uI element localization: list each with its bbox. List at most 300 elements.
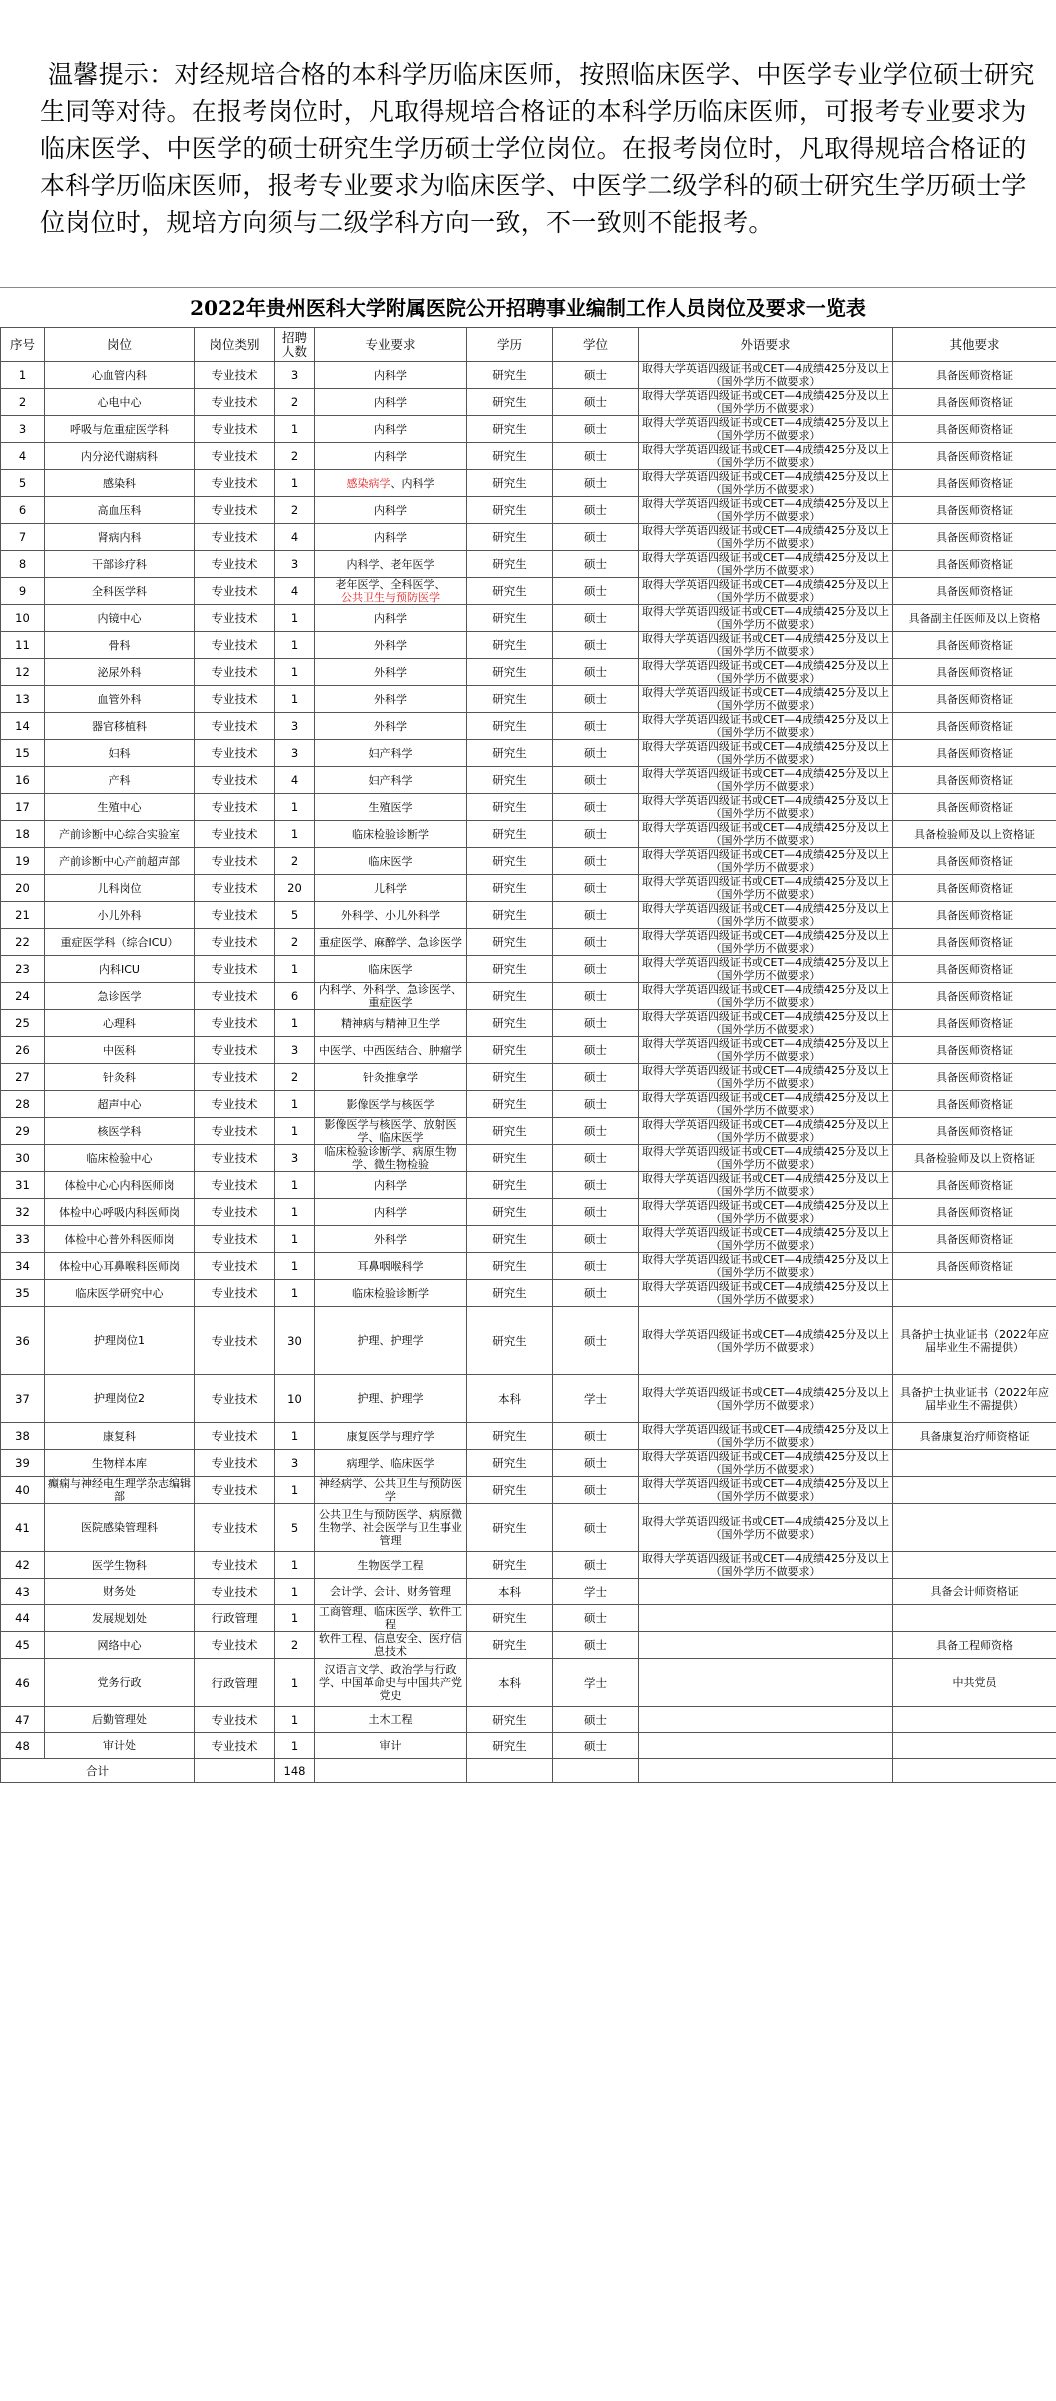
cell-education: 研究生: [467, 929, 553, 956]
table-row: [1, 1450, 1056, 1477]
cell-no: 28: [1, 1091, 45, 1118]
cell-post: 审计处: [45, 1733, 195, 1759]
cell-no: 22: [1, 929, 45, 956]
cell-major: 针灸推拿学: [315, 1064, 467, 1091]
cell-education: 研究生: [467, 821, 553, 848]
cell-category: 专业技术: [195, 983, 275, 1010]
cell-count: 1: [275, 1118, 315, 1145]
cell-no: 11: [1, 632, 45, 659]
cell-category: 专业技术: [195, 1504, 275, 1552]
cell-other: 具备医师资格证: [893, 632, 1056, 659]
table-row: [1, 713, 1056, 740]
table-row: [1, 983, 1056, 1010]
cell-degree: 硕士: [553, 551, 639, 578]
cell-language: 取得大学英语四级证书或CET—4成绩425分及以上（国外学历不做要求）: [639, 605, 893, 632]
cell-post: 医院感染管理科: [45, 1504, 195, 1552]
cell-post: 心理科: [45, 1010, 195, 1037]
cell-education: 研究生: [467, 767, 553, 794]
table-row: [1, 1707, 1056, 1733]
cell-no: 40: [1, 1477, 45, 1504]
cell-education: 研究生: [467, 1450, 553, 1477]
cell-count: 30: [275, 1307, 315, 1375]
cell-post: 内分泌代谢病科: [45, 443, 195, 470]
cell-count: 5: [275, 902, 315, 929]
table-row: [1, 389, 1056, 416]
cell-category: 行政管理: [195, 1659, 275, 1707]
cell-education: 研究生: [467, 1064, 553, 1091]
cell-major: 工商管理、临床医学、软件工程: [315, 1605, 467, 1632]
cell-major: 耳鼻咽喉科学: [315, 1253, 467, 1280]
cell-count: 2: [275, 929, 315, 956]
highlighted-major: 公共卫生与预防医学: [341, 591, 440, 604]
header-major: 专业要求: [315, 328, 467, 362]
cell-no: 48: [1, 1733, 45, 1759]
cell-count: 1: [275, 470, 315, 497]
cell-other: 具备医师资格证: [893, 686, 1056, 713]
cell-other: 具备医师资格证: [893, 1091, 1056, 1118]
cell-degree: 硕士: [553, 605, 639, 632]
cell-count: 2: [275, 848, 315, 875]
cell-language: 取得大学英语四级证书或CET—4成绩425分及以上（国外学历不做要求）: [639, 1423, 893, 1450]
cell-major: 神经病学、公共卫生与预防医学: [315, 1477, 467, 1504]
cell-major: 内科学: [315, 1172, 467, 1199]
cell-no: 41: [1, 1504, 45, 1552]
cell-degree: 硕士: [553, 443, 639, 470]
cell-post: 发展规划处: [45, 1605, 195, 1632]
table-row: [1, 848, 1056, 875]
cell-other: 具备医师资格证: [893, 1064, 1056, 1091]
table-row: [1, 1605, 1056, 1632]
cell-language: [639, 1632, 893, 1659]
cell-education: 研究生: [467, 983, 553, 1010]
cell-degree: 硕士: [553, 713, 639, 740]
cell-count: 4: [275, 767, 315, 794]
cell-language: 取得大学英语四级证书或CET—4成绩425分及以上（国外学历不做要求）: [639, 1010, 893, 1037]
cell-education: 研究生: [467, 1091, 553, 1118]
cell-education: 研究生: [467, 848, 553, 875]
cell-language: 取得大学英语四级证书或CET—4成绩425分及以上（国外学历不做要求）: [639, 1118, 893, 1145]
cell-other: 具备检验师及以上资格证: [893, 1145, 1056, 1172]
cell-category: 专业技术: [195, 605, 275, 632]
cell-degree: 硕士: [553, 821, 639, 848]
cell-post: 网络中心: [45, 1632, 195, 1659]
cell-post: 生物样本库: [45, 1450, 195, 1477]
cell-other: 具备医师资格证: [893, 929, 1056, 956]
cell-category: 专业技术: [195, 1064, 275, 1091]
cell-count: 1: [275, 1091, 315, 1118]
cell-other: 具备医师资格证: [893, 1199, 1056, 1226]
cell-education: 研究生: [467, 605, 553, 632]
cell-count: 1: [275, 1605, 315, 1632]
cell-category: 专业技术: [195, 470, 275, 497]
cell-count: 3: [275, 1450, 315, 1477]
cell-major: 影像医学与核医学、放射医学、临床医学: [315, 1118, 467, 1145]
cell-other: [893, 1504, 1056, 1552]
cell-language: 取得大学英语四级证书或CET—4成绩425分及以上（国外学历不做要求）: [639, 794, 893, 821]
cell-degree: 硕士: [553, 416, 639, 443]
cell-major: [315, 470, 467, 497]
cell-no: 45: [1, 1632, 45, 1659]
cell-education: 研究生: [467, 659, 553, 686]
cell-major: 内科学、老年医学: [315, 551, 467, 578]
cell-education: 研究生: [467, 1253, 553, 1280]
cell-other: 具备医师资格证: [893, 875, 1056, 902]
table-row: [1, 1579, 1056, 1605]
table-row: [1, 1477, 1056, 1504]
cell-post: 干部诊疗科: [45, 551, 195, 578]
cell-language: 取得大学英语四级证书或CET—4成绩425分及以上（国外学历不做要求）: [639, 578, 893, 605]
cell-degree: 硕士: [553, 1172, 639, 1199]
cell-other: 具备医师资格证: [893, 740, 1056, 767]
cell-no: 8: [1, 551, 45, 578]
cell-count: 1: [275, 1733, 315, 1759]
cell-category: 专业技术: [195, 1375, 275, 1423]
cell-degree: 学士: [553, 1375, 639, 1423]
cell-no: 14: [1, 713, 45, 740]
cell-major: 外科学、小儿外科学: [315, 902, 467, 929]
header-count: 招聘人数: [275, 328, 315, 362]
table-row: [1, 929, 1056, 956]
cell-language: 取得大学英语四级证书或CET—4成绩425分及以上（国外学历不做要求）: [639, 497, 893, 524]
cell-language: 取得大学英语四级证书或CET—4成绩425分及以上（国外学历不做要求）: [639, 848, 893, 875]
table-row: [1, 1172, 1056, 1199]
cell-no: 18: [1, 821, 45, 848]
cell-degree: 硕士: [553, 1605, 639, 1632]
cell-language: 取得大学英语四级证书或CET—4成绩425分及以上（国外学历不做要求）: [639, 686, 893, 713]
cell-major: 内科学: [315, 389, 467, 416]
cell-no: 27: [1, 1064, 45, 1091]
table-title: 2022年贵州医科大学附属医院公开招聘事业编制工作人员岗位及要求一览表: [0, 287, 1056, 328]
cell-other: 具备工程师资格: [893, 1632, 1056, 1659]
cell-major: 生物医学工程: [315, 1552, 467, 1579]
cell-count: 2: [275, 497, 315, 524]
cell-category: 专业技术: [195, 1199, 275, 1226]
cell-language: [639, 1707, 893, 1733]
cell-education: 研究生: [467, 443, 553, 470]
cell-count: 2: [275, 1064, 315, 1091]
cell-category: 专业技术: [195, 902, 275, 929]
cell-post: 财务处: [45, 1579, 195, 1605]
cell-other: 具备医师资格证: [893, 389, 1056, 416]
cell-major: 外科学: [315, 713, 467, 740]
cell-category: 专业技术: [195, 1450, 275, 1477]
header-education: 学历: [467, 328, 553, 362]
cell-category: 专业技术: [195, 1632, 275, 1659]
cell-education: 研究生: [467, 740, 553, 767]
cell-other: 具备医师资格证: [893, 551, 1056, 578]
cell-post: 高血压科: [45, 497, 195, 524]
header-row: [1, 328, 1056, 362]
cell-other: 中共党员: [893, 1659, 1056, 1707]
cell-no: 35: [1, 1280, 45, 1307]
cell-education: 研究生: [467, 524, 553, 551]
cell-category: 专业技术: [195, 1253, 275, 1280]
cell-other: [893, 1733, 1056, 1759]
header-category: 岗位类别: [195, 328, 275, 362]
cell-count: 3: [275, 362, 315, 389]
cell-degree: 硕士: [553, 1733, 639, 1759]
cell-category: 专业技术: [195, 1280, 275, 1307]
cell-degree: 硕士: [553, 686, 639, 713]
cell-degree: 硕士: [553, 1504, 639, 1552]
cell-language: 取得大学英语四级证书或CET—4成绩425分及以上（国外学历不做要求）: [639, 929, 893, 956]
cell-language: 取得大学英语四级证书或CET—4成绩425分及以上（国外学历不做要求）: [639, 1145, 893, 1172]
cell-post: 护理岗位2: [45, 1375, 195, 1423]
table-row: [1, 659, 1056, 686]
cell-category: 专业技术: [195, 1307, 275, 1375]
cell-no: 24: [1, 983, 45, 1010]
cell-major: 妇产科学: [315, 767, 467, 794]
recruitment-sheet: [0, 287, 1056, 2401]
cell-education: 研究生: [467, 1172, 553, 1199]
cell-category: 专业技术: [195, 1145, 275, 1172]
cell-post: 后勤管理处: [45, 1707, 195, 1733]
table-row: [1, 1199, 1056, 1226]
total-empty: [467, 1759, 553, 1783]
cell-count: 1: [275, 686, 315, 713]
cell-no: 29: [1, 1118, 45, 1145]
table-row: [1, 740, 1056, 767]
cell-major: 病理学、临床医学: [315, 1450, 467, 1477]
cell-major: 生殖医学: [315, 794, 467, 821]
table-row: [1, 1307, 1056, 1375]
cell-post: 医学生物科: [45, 1552, 195, 1579]
cell-major: 内科学: [315, 443, 467, 470]
cell-degree: 硕士: [553, 1010, 639, 1037]
total-row: [1, 1759, 1056, 1783]
cell-degree: 硕士: [553, 470, 639, 497]
cell-degree: 硕士: [553, 1450, 639, 1477]
cell-major: 临床医学: [315, 848, 467, 875]
cell-major: 汉语言文学、政治学与行政学、中国革命史与中国共产党党史: [315, 1659, 467, 1707]
cell-count: 1: [275, 1659, 315, 1707]
cell-post: 骨科: [45, 632, 195, 659]
table-row: [1, 767, 1056, 794]
cell-other: 具备医师资格证: [893, 524, 1056, 551]
cell-post: 重症医学科（综合ICU）: [45, 929, 195, 956]
cell-post: 器官移植科: [45, 713, 195, 740]
cell-other: 具备医师资格证: [893, 794, 1056, 821]
cell-language: 取得大学英语四级证书或CET—4成绩425分及以上（国外学历不做要求）: [639, 1226, 893, 1253]
cell-education: 本科: [467, 1375, 553, 1423]
cell-degree: 硕士: [553, 1199, 639, 1226]
cell-language: 取得大学英语四级证书或CET—4成绩425分及以上（国外学历不做要求）: [639, 524, 893, 551]
cell-degree: 硕士: [553, 767, 639, 794]
cell-count: 1: [275, 794, 315, 821]
cell-count: 5: [275, 1504, 315, 1552]
cell-no: 9: [1, 578, 45, 605]
cell-degree: 学士: [553, 1659, 639, 1707]
highlighted-major: 感染病学: [346, 476, 391, 490]
major-text: 老年医学、全科医学、: [335, 578, 446, 591]
table-row: [1, 1733, 1056, 1759]
cell-degree: 硕士: [553, 497, 639, 524]
cell-category: 专业技术: [195, 632, 275, 659]
cell-post: 临床检验中心: [45, 1145, 195, 1172]
cell-category: 专业技术: [195, 1037, 275, 1064]
cell-degree: 硕士: [553, 1037, 639, 1064]
cell-language: 取得大学英语四级证书或CET—4成绩425分及以上（国外学历不做要求）: [639, 1552, 893, 1579]
cell-language: 取得大学英语四级证书或CET—4成绩425分及以上（国外学历不做要求）: [639, 956, 893, 983]
cell-category: 专业技术: [195, 551, 275, 578]
cell-count: 1: [275, 632, 315, 659]
cell-major: 土木工程: [315, 1707, 467, 1733]
cell-count: 2: [275, 1632, 315, 1659]
cell-education: 研究生: [467, 713, 553, 740]
cell-education: 研究生: [467, 416, 553, 443]
cell-major: 外科学: [315, 686, 467, 713]
cell-other: 具备医师资格证: [893, 713, 1056, 740]
cell-no: 15: [1, 740, 45, 767]
cell-major: 护理、护理学: [315, 1307, 467, 1375]
cell-category: 专业技术: [195, 794, 275, 821]
cell-language: 取得大学英语四级证书或CET—4成绩425分及以上（国外学历不做要求）: [639, 875, 893, 902]
cell-language: 取得大学英语四级证书或CET—4成绩425分及以上（国外学历不做要求）: [639, 713, 893, 740]
table-row: [1, 1280, 1056, 1307]
cell-no: 21: [1, 902, 45, 929]
cell-no: 47: [1, 1707, 45, 1733]
cell-major: 妇产科学: [315, 740, 467, 767]
cell-count: 1: [275, 1552, 315, 1579]
cell-count: 1: [275, 1423, 315, 1450]
cell-education: 本科: [467, 1659, 553, 1707]
table-row: [1, 632, 1056, 659]
cell-count: 2: [275, 389, 315, 416]
cell-major: 影像医学与核医学: [315, 1091, 467, 1118]
cell-no: 20: [1, 875, 45, 902]
cell-other: 具备医师资格证: [893, 902, 1056, 929]
table-row: [1, 821, 1056, 848]
cell-count: 1: [275, 1707, 315, 1733]
cell-major: 外科学: [315, 632, 467, 659]
cell-major: 临床检验诊断学: [315, 821, 467, 848]
cell-count: 6: [275, 983, 315, 1010]
cell-degree: 硕士: [553, 1632, 639, 1659]
cell-post: 超声中心: [45, 1091, 195, 1118]
cell-language: 取得大学英语四级证书或CET—4成绩425分及以上（国外学历不做要求）: [639, 389, 893, 416]
cell-no: 37: [1, 1375, 45, 1423]
cell-degree: 硕士: [553, 1423, 639, 1450]
cell-other: [893, 1552, 1056, 1579]
cell-major: 内科学: [315, 605, 467, 632]
cell-education: 研究生: [467, 632, 553, 659]
header-post: 岗位: [45, 328, 195, 362]
cell-category: 专业技术: [195, 1552, 275, 1579]
cell-education: 研究生: [467, 1145, 553, 1172]
total-empty-cat: [195, 1759, 275, 1783]
table-row: [1, 902, 1056, 929]
cell-other: 具备医师资格证: [893, 362, 1056, 389]
cell-no: 32: [1, 1199, 45, 1226]
cell-no: 19: [1, 848, 45, 875]
cell-no: 42: [1, 1552, 45, 1579]
cell-language: 取得大学英语四级证书或CET—4成绩425分及以上（国外学历不做要求）: [639, 443, 893, 470]
cell-count: 1: [275, 1280, 315, 1307]
cell-major: 内科学: [315, 416, 467, 443]
cell-no: 44: [1, 1605, 45, 1632]
cell-no: 13: [1, 686, 45, 713]
cell-count: 1: [275, 1010, 315, 1037]
cell-major: 内科学: [315, 524, 467, 551]
table-row: [1, 443, 1056, 470]
cell-major: 内科学、外科学、急诊医学、重症医学: [315, 983, 467, 1010]
cell-other: [893, 1280, 1056, 1307]
cell-category: 专业技术: [195, 1091, 275, 1118]
total-empty: [893, 1759, 1056, 1783]
cell-education: 研究生: [467, 1307, 553, 1375]
table-row: [1, 1064, 1056, 1091]
cell-degree: 硕士: [553, 848, 639, 875]
cell-education: 研究生: [467, 362, 553, 389]
cell-count: 1: [275, 1579, 315, 1605]
cell-language: 取得大学英语四级证书或CET—4成绩425分及以上（国外学历不做要求）: [639, 1450, 893, 1477]
cell-degree: 硕士: [553, 956, 639, 983]
cell-major: 内科学: [315, 497, 467, 524]
cell-post: 针灸科: [45, 1064, 195, 1091]
cell-category: 专业技术: [195, 1423, 275, 1450]
cell-category: 专业技术: [195, 443, 275, 470]
cell-language: 取得大学英语四级证书或CET—4成绩425分及以上（国外学历不做要求）: [639, 767, 893, 794]
cell-count: 1: [275, 416, 315, 443]
cell-category: 专业技术: [195, 956, 275, 983]
cell-no: 16: [1, 767, 45, 794]
cell-count: 1: [275, 659, 315, 686]
cell-language: 取得大学英语四级证书或CET—4成绩425分及以上（国外学历不做要求）: [639, 1091, 893, 1118]
cell-no: 34: [1, 1253, 45, 1280]
cell-no: 33: [1, 1226, 45, 1253]
cell-major: 外科学: [315, 659, 467, 686]
cell-post: 临床医学研究中心: [45, 1280, 195, 1307]
cell-education: 研究生: [467, 875, 553, 902]
cell-other: 具备医师资格证: [893, 1253, 1056, 1280]
cell-degree: 硕士: [553, 983, 639, 1010]
cell-post: 肾病内科: [45, 524, 195, 551]
cell-count: 1: [275, 821, 315, 848]
cell-education: 研究生: [467, 470, 553, 497]
cell-degree: 硕士: [553, 929, 639, 956]
cell-no: 5: [1, 470, 45, 497]
cell-degree: 硕士: [553, 1307, 639, 1375]
cell-count: 2: [275, 443, 315, 470]
cell-count: 1: [275, 1477, 315, 1504]
cell-post: 感染科: [45, 470, 195, 497]
cell-language: 取得大学英语四级证书或CET—4成绩425分及以上（国外学历不做要求）: [639, 362, 893, 389]
cell-no: 6: [1, 497, 45, 524]
cell-language: 取得大学英语四级证书或CET—4成绩425分及以上（国外学历不做要求）: [639, 1199, 893, 1226]
table-row: [1, 416, 1056, 443]
cell-post: 产前诊断中心综合实验室: [45, 821, 195, 848]
cell-other: 具备医师资格证: [893, 983, 1056, 1010]
cell-count: 3: [275, 713, 315, 740]
cell-post: 体检中心普外科医师岗: [45, 1226, 195, 1253]
cell-other: [893, 1605, 1056, 1632]
cell-category: 行政管理: [195, 1605, 275, 1632]
cell-language: 取得大学英语四级证书或CET—4成绩425分及以上（国外学历不做要求）: [639, 416, 893, 443]
cell-degree: 硕士: [553, 1118, 639, 1145]
cell-degree: 硕士: [553, 1707, 639, 1733]
cell-no: 17: [1, 794, 45, 821]
cell-no: 38: [1, 1423, 45, 1450]
cell-major: 护理、护理学: [315, 1375, 467, 1423]
cell-other: 具备康复治疗师资格证: [893, 1423, 1056, 1450]
cell-language: 取得大学英语四级证书或CET—4成绩425分及以上（国外学历不做要求）: [639, 632, 893, 659]
cell-category: 专业技术: [195, 362, 275, 389]
cell-degree: 硕士: [553, 875, 639, 902]
table-row: [1, 1091, 1056, 1118]
cell-language: 取得大学英语四级证书或CET—4成绩425分及以上（国外学历不做要求）: [639, 1172, 893, 1199]
cell-other: 具备医师资格证: [893, 659, 1056, 686]
cell-post: 儿科岗位: [45, 875, 195, 902]
